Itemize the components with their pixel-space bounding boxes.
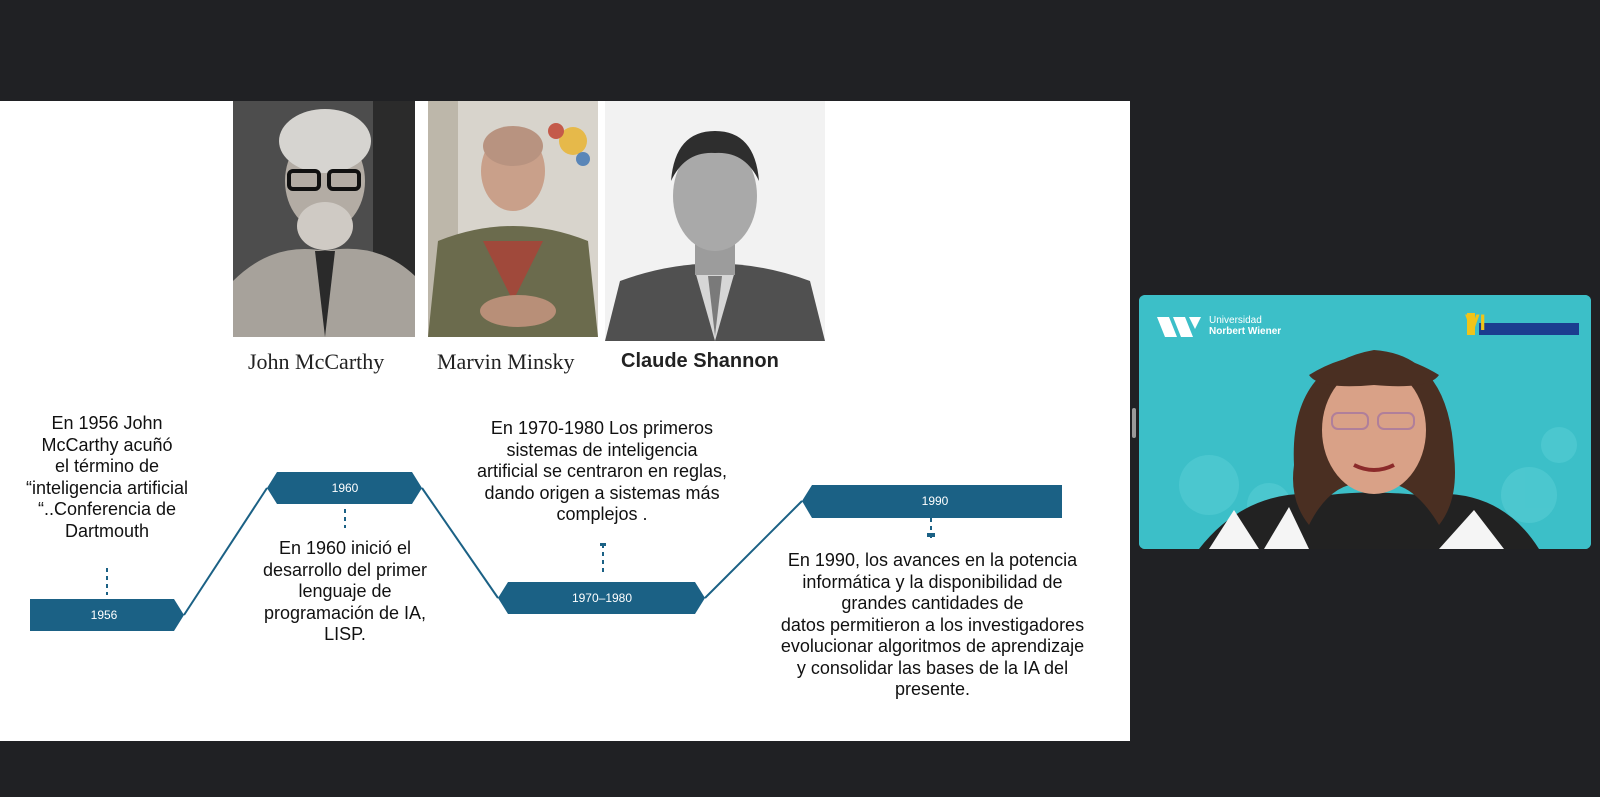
timeline-year-1960: 1960: [331, 481, 359, 495]
timeline-text-1970-1980: En 1970-1980 Los primeros sistemas de inteligencia artificial se centraron en reglas, dando origen a sistemas más complejos .: [476, 418, 728, 524]
timeline-year-1956: 1956: [90, 608, 118, 622]
timeline-year-1990: 1990: [921, 494, 949, 508]
event-numeral: VI: [1465, 310, 1486, 335]
speaker-video-tile[interactable]: [1139, 295, 1591, 549]
timeline-text-1956: En 1956 John McCarthy acuñó el término de “inteligencia artificial “..Conferencia de Dartmouth: [25, 413, 189, 541]
timeline-text-1960: En 1960 inició el desarrollo del primer lenguaje de programación de IA, LISP.: [262, 538, 428, 644]
university-logo-text: Universidad Norbert Wiener: [1209, 315, 1282, 337]
panel-resize-handle[interactable]: [1132, 408, 1136, 438]
caption-claude-shannon: Claude Shannon: [621, 350, 779, 372]
timeline-text-1990: En 1990, los avances en la potencia informática y la disponibilidad de grandes cantidades de datos permitieron a los investigadores evolucionar algoritmos de aprendizaje y consolidar las bases de la IA del presente.: [780, 550, 1085, 699]
presentation-slide: [0, 101, 1130, 741]
caption-marvin-minsky: Marvin Minsky: [437, 349, 575, 374]
timeline-year-1970-1980: 1970–1980: [571, 591, 633, 605]
caption-john-mccarthy: John McCarthy: [248, 349, 385, 374]
speaker-video-frame: [1139, 295, 1591, 549]
